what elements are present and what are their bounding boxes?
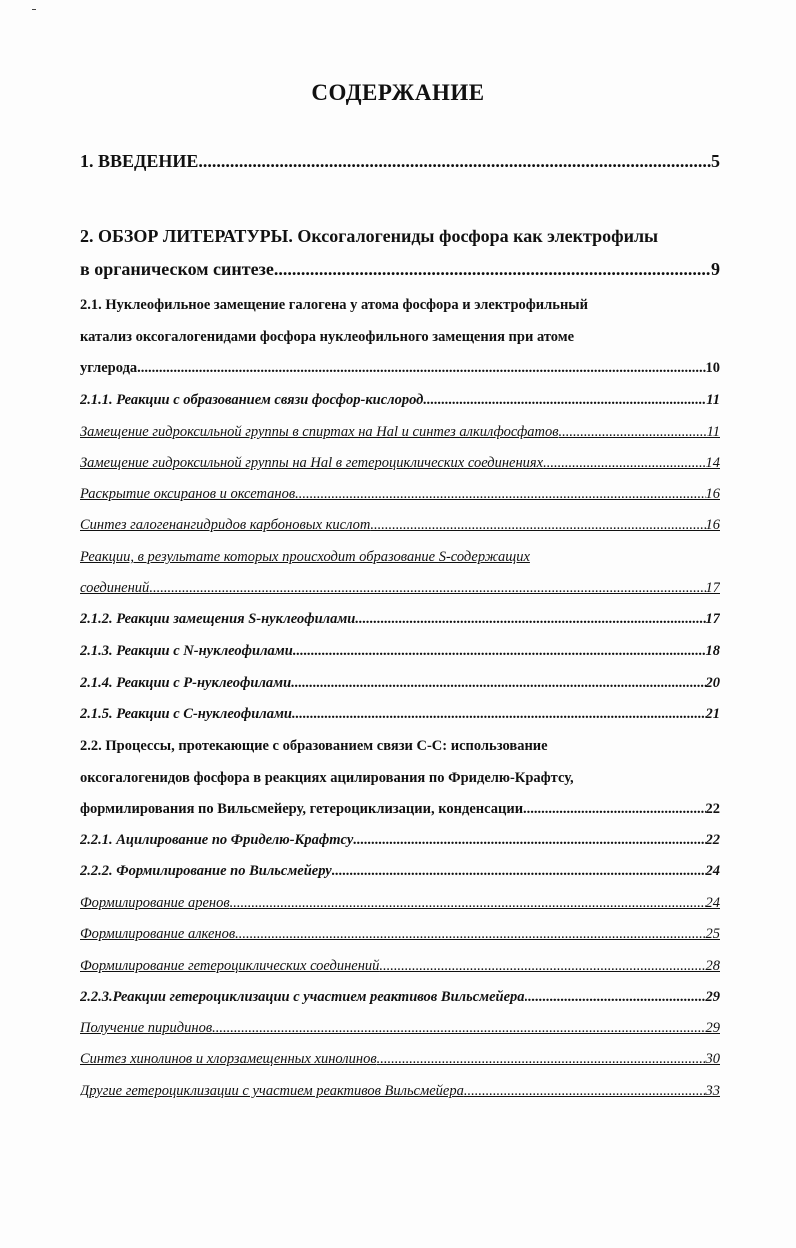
- toc-page-number: 24: [705, 863, 720, 879]
- toc-entry-alcohols[interactable]: [80, 423, 720, 441]
- toc-page-number: 29: [705, 989, 720, 1005]
- toc-page-number: 29: [705, 1020, 720, 1036]
- toc-entry-text: Формилирование алкенов: [80, 926, 236, 942]
- toc-entry-text: 2.2. Процессы, протекающие с образованием связи C-C: использование: [80, 738, 548, 754]
- dot-leader: [353, 831, 705, 849]
- dot-leader: [230, 894, 706, 912]
- toc-entry-text: Синтез галогенангидридов карбоновых кислот: [80, 517, 371, 533]
- dot-leader: [423, 391, 706, 409]
- toc-entry-2-1-1[interactable]: [80, 391, 720, 409]
- dot-leader: [149, 579, 705, 597]
- toc-entry-text: Замещение гидроксильной группы в спиртах на Hal и синтез алкилфосфатов: [80, 424, 559, 440]
- toc-entry-text: Другие гетероциклизации с участием реактивов Вильсмейера: [80, 1083, 464, 1099]
- toc-entry-2-2-3[interactable]: [80, 988, 720, 1006]
- toc-entry-2-1-3[interactable]: [80, 642, 720, 660]
- dot-leader: [525, 988, 706, 1006]
- dot-leader: [559, 423, 707, 441]
- scan-mark: [32, 9, 36, 10]
- toc-entry-text: углерода: [80, 360, 138, 376]
- toc-entry-2-2-line1: [80, 737, 720, 755]
- toc-entry-2-2-1[interactable]: [80, 831, 720, 849]
- toc-entry-text: Синтез хинолинов и хлорзамещенных хинолинов: [80, 1051, 377, 1067]
- dot-leader: [235, 925, 705, 943]
- toc-page-number: 25: [705, 926, 720, 942]
- dot-leader: [379, 957, 705, 975]
- toc-entry-other-heterocyclizations[interactable]: [80, 1082, 720, 1100]
- dot-leader: [332, 862, 706, 880]
- dot-leader: [543, 454, 705, 472]
- dot-leader: [291, 674, 705, 692]
- toc-entry-2-1-line1: [80, 296, 720, 314]
- page-title: СОДЕРЖАНИЕ: [311, 80, 485, 105]
- toc-entry-text: 2.1. Нуклеофильное замещение галогена у атома фосфора и электрофильный: [80, 297, 588, 313]
- toc-entry-text: Реакции, в результате которых происходит образование S-содержащих: [80, 549, 530, 565]
- toc-entry-s-compounds-line1: [80, 548, 720, 566]
- toc-entry-alkenes[interactable]: [80, 925, 720, 943]
- dot-leader: [212, 1019, 705, 1037]
- toc-entry-text: Формилирование аренов: [80, 895, 230, 911]
- toc-page-number: 33: [705, 1083, 720, 1099]
- toc-page-number: 20: [705, 675, 720, 691]
- toc-page-number: 28: [705, 958, 720, 974]
- toc-entry-oxiranes[interactable]: [80, 485, 720, 503]
- toc-entry-text: Формилирование гетероциклических соединений: [80, 958, 380, 974]
- toc-entry-arenes[interactable]: [80, 894, 720, 912]
- toc-page-number: 14: [705, 455, 720, 471]
- toc-entry-2-1[interactable]: [80, 359, 720, 377]
- dot-leader: [370, 516, 705, 534]
- toc-page-number: 16: [705, 486, 720, 502]
- toc-page-number: 30: [705, 1051, 720, 1067]
- dot-leader: [464, 1082, 706, 1100]
- toc-entry-text: оксогалогенидов фосфора в реакциях ацилирования по Фриделю-Крафтсу,: [80, 770, 574, 786]
- toc-entry-text: Замещение гидроксильной группы на Hal в гетероциклических соединениях: [80, 455, 544, 471]
- dot-leader: [295, 485, 705, 503]
- toc-entry-text: 2.1.4. Реакции с P-нуклеофилами: [80, 675, 292, 691]
- dot-leader: [355, 610, 705, 628]
- toc-page-number: 5: [711, 151, 720, 171]
- toc-entry-text: 2. ОБЗОР ЛИТЕРАТУРЫ. Оксогалогениды фосфора как электрофилы: [80, 226, 659, 246]
- toc-entry-2-1-2[interactable]: [80, 610, 720, 628]
- toc-entry-2-1-5[interactable]: [80, 705, 720, 723]
- toc-entry-2-1-4[interactable]: [80, 674, 720, 692]
- toc-entry-2-1-line2: [80, 328, 720, 346]
- dot-leader: [293, 642, 706, 660]
- toc-entry-text: 2.2.1. Ацилирование по Фриделю-Крафтсу: [80, 832, 354, 848]
- toc-entry-quinolines[interactable]: [80, 1050, 720, 1068]
- dot-leader: [198, 150, 711, 172]
- toc-entry-review-line1: [80, 225, 720, 247]
- toc-entry-text: 2.2.2. Формилирование по Вильсмейеру: [80, 863, 332, 879]
- toc-entry-heterocycles-hal[interactable]: [80, 454, 720, 472]
- toc-entry-heterocycles-formyl[interactable]: [80, 957, 720, 975]
- toc-page-number: 24: [705, 895, 720, 911]
- toc-entry-pyridines[interactable]: [80, 1019, 720, 1037]
- toc-entry-text: 2.1.3. Реакции с N-нуклеофилами: [80, 643, 293, 659]
- toc-entry-review[interactable]: [80, 258, 720, 280]
- toc-entry-introduction[interactable]: [80, 150, 720, 172]
- toc-page-number: 16: [705, 517, 720, 533]
- toc-page-number: 9: [711, 259, 720, 279]
- toc-entry-text: соединений: [80, 580, 150, 596]
- toc-page-number: 11: [706, 392, 720, 408]
- toc-entry-text: 2.2.3.Реакции гетероциклизации с участием реактивов Вильсмейера: [80, 989, 525, 1005]
- toc-entry-text: 1. ВВЕДЕНИЕ: [80, 151, 199, 171]
- dot-leader: [292, 705, 706, 723]
- dot-leader: [274, 258, 711, 280]
- dot-leader: [523, 800, 705, 818]
- toc-entry-text: Раскрытие оксиранов и оксетанов: [80, 486, 296, 502]
- toc-page-number: 18: [705, 643, 720, 659]
- toc-entry-2-2-2[interactable]: [80, 862, 720, 880]
- toc-entry-text: 2.1.2. Реакции замещения S-нуклеофилами: [80, 611, 356, 627]
- toc-entry-text: катализ оксогалогенидами фосфора нуклеофильного замещения при атоме: [80, 329, 575, 345]
- dot-leader: [377, 1050, 706, 1068]
- toc-entry-acid-halides[interactable]: [80, 516, 720, 534]
- toc-entry-text: формилирования по Вильсмейеру, гетероциклизации, конденсации: [80, 801, 524, 817]
- toc-entry-text: в органическом синтезе: [80, 259, 274, 279]
- toc-entry-s-compounds[interactable]: [80, 579, 720, 597]
- toc-entry-2-2-line2: [80, 769, 720, 787]
- toc-entry-text: 2.1.5. Реакции с C-нуклеофилами: [80, 706, 292, 722]
- toc-entry-text: Получение пиридинов: [80, 1020, 213, 1036]
- toc-page-number: 21: [705, 706, 720, 722]
- toc-page-number: 10: [705, 360, 720, 376]
- toc-page-number: 11: [706, 424, 720, 440]
- toc-entry-2-2[interactable]: [80, 800, 720, 818]
- toc-page-number: 22: [705, 801, 720, 817]
- dot-leader: [137, 359, 705, 377]
- toc-page-number: 17: [705, 611, 720, 627]
- toc-entry-text: 2.1.1. Реакции с образованием связи фосфор-кислород: [80, 392, 424, 408]
- toc-page-number: 17: [705, 580, 720, 596]
- toc-page-number: 22: [705, 832, 720, 848]
